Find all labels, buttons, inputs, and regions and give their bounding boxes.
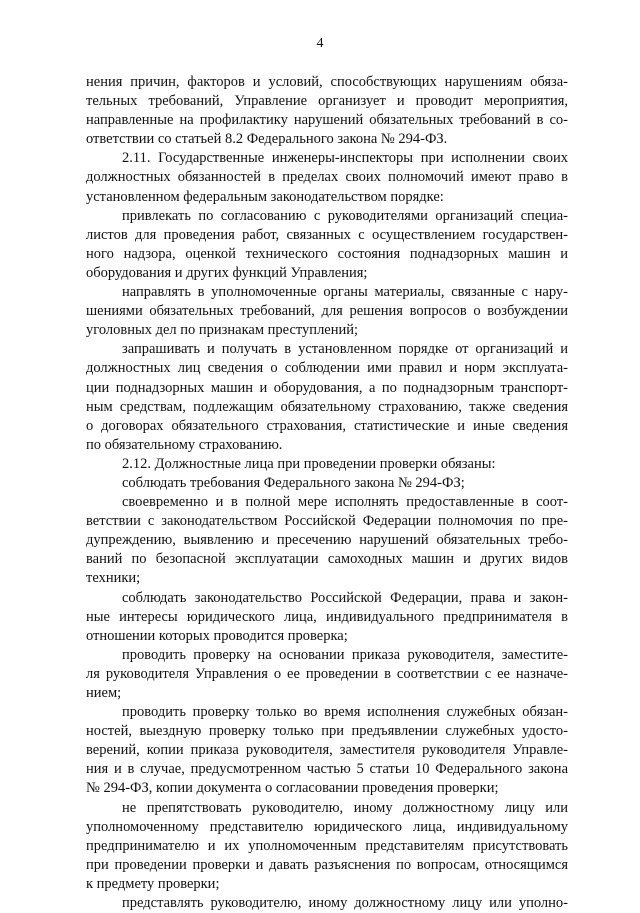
text-line: ваний по безопасной эксплуатации самоходных машин и других видов: [86, 551, 568, 568]
text-line: своевременно и в полной мере исполнять предоставленные в соот-: [122, 494, 568, 511]
text-line: о договорах обязательного страхования, статистические и иные сведения: [86, 417, 568, 434]
text-line: нения причин, факторов и условий, способствующих нарушениям обяза-: [86, 74, 568, 90]
text-line: ного надзора, оценкой технического состояния поднадзорных машин и: [86, 245, 568, 262]
text-line: дупреждению, выявлению и пресечению нарушений обязательных требо-: [86, 532, 568, 549]
text-line: шениями обязательных требований, для решения вопросов о возбуждении: [86, 303, 568, 320]
text-line: представлять руководителю, иному должностному лицу или уполно-: [122, 895, 568, 912]
text-line: листов для проведения работ, связанных с осуществлением государствен-: [86, 226, 568, 243]
text-line: тельных требований, Управление организует и проводит мероприятия,: [86, 93, 568, 110]
text-line: ответствии со статьей 8.2 Федерального закона № 294-ФЗ.: [86, 131, 448, 148]
text-line: не препятствовать руководителю, иному должностному лицу или: [122, 799, 568, 816]
text-line: ля руководителя Управления о ее проведении в соответствии с ее назначе-: [86, 665, 568, 682]
text-line: уголовных дел по признакам преступлений;: [86, 322, 359, 339]
text-line: уполномоченному представителю юридического лица, индивидуальному: [86, 818, 568, 835]
text-line: установленном федеральным законодательством порядке:: [86, 188, 444, 205]
text-line: проводить проверку на основании приказа руководителя, заместите-: [122, 646, 568, 663]
text-line: должностных лиц сведения о соблюдении ими правил и норм эксплуата-: [86, 360, 568, 377]
text-line: ным средствам, подлежащим обязательному страхованию, также сведения: [86, 398, 568, 415]
text-line: ные интересы юридического лица, индивидуального предпринимателя в: [86, 608, 568, 625]
text-line: верений, копии приказа руководителя, заместителя руководителя Управле-: [86, 742, 568, 759]
text-line: запрашивать и получать в установленном порядке от организаций и: [122, 341, 568, 358]
text-line: по обязательному страхованию.: [86, 436, 283, 453]
text-line: направлять в уполномоченные органы материалы, связанные с нару-: [122, 284, 568, 301]
text-line: ции поднадзорных машин и оборудования, а по поднадзорным транспорт-: [86, 379, 568, 396]
text-line: должностных обязанностей в пределах своих полномочий имеют право в: [86, 169, 568, 186]
text-line: проводить проверку только во время исполнения служебных обязан-: [122, 704, 568, 721]
text-line: соблюдать требования Федерального закона № 294-ФЗ;: [122, 474, 465, 491]
text-line: 2.12. Должностные лица при проведении проверки обязаны:: [122, 455, 496, 472]
text-line: привлекать по согласованию с руководителями организаций специа-: [122, 207, 568, 224]
text-line: нием;: [86, 685, 122, 701]
text-line: соблюдать законодательство Российской Федерации, права и закон-: [122, 589, 568, 606]
text-line: предпринимателю и их уполномоченным представителям присутствовать: [86, 837, 568, 854]
text-line: техники;: [86, 570, 141, 587]
text-line: ностей, выездную проверку только при предъявлении служебных удосто-: [86, 723, 568, 740]
text-line: 2.11. Государственные инженеры-инспекторы при исполнении своих: [122, 150, 568, 167]
text-line: при проведении проверки и давать разъяснения по вопросам, относящимся: [86, 856, 568, 873]
text-line: оборудования и других функций Управления;: [86, 264, 368, 281]
page-number: 4: [316, 36, 324, 51]
text-line: отношении которых проводится проверка;: [86, 627, 348, 644]
text-line: к предмету проверки;: [86, 875, 220, 892]
text-line: № 294-ФЗ, копии документа о согласовании проведения проверки;: [86, 780, 499, 797]
text-line: ветствии с законодательством Российской Федерации полномочия по пре-: [86, 513, 568, 530]
text-line: направленные на профилактику нарушений обязательных требований в со-: [86, 112, 568, 129]
text-line: ния и в случае, предусмотренном частью 5 статьи 10 Федерального закона: [86, 761, 568, 778]
body-text: [86, 73, 568, 913]
